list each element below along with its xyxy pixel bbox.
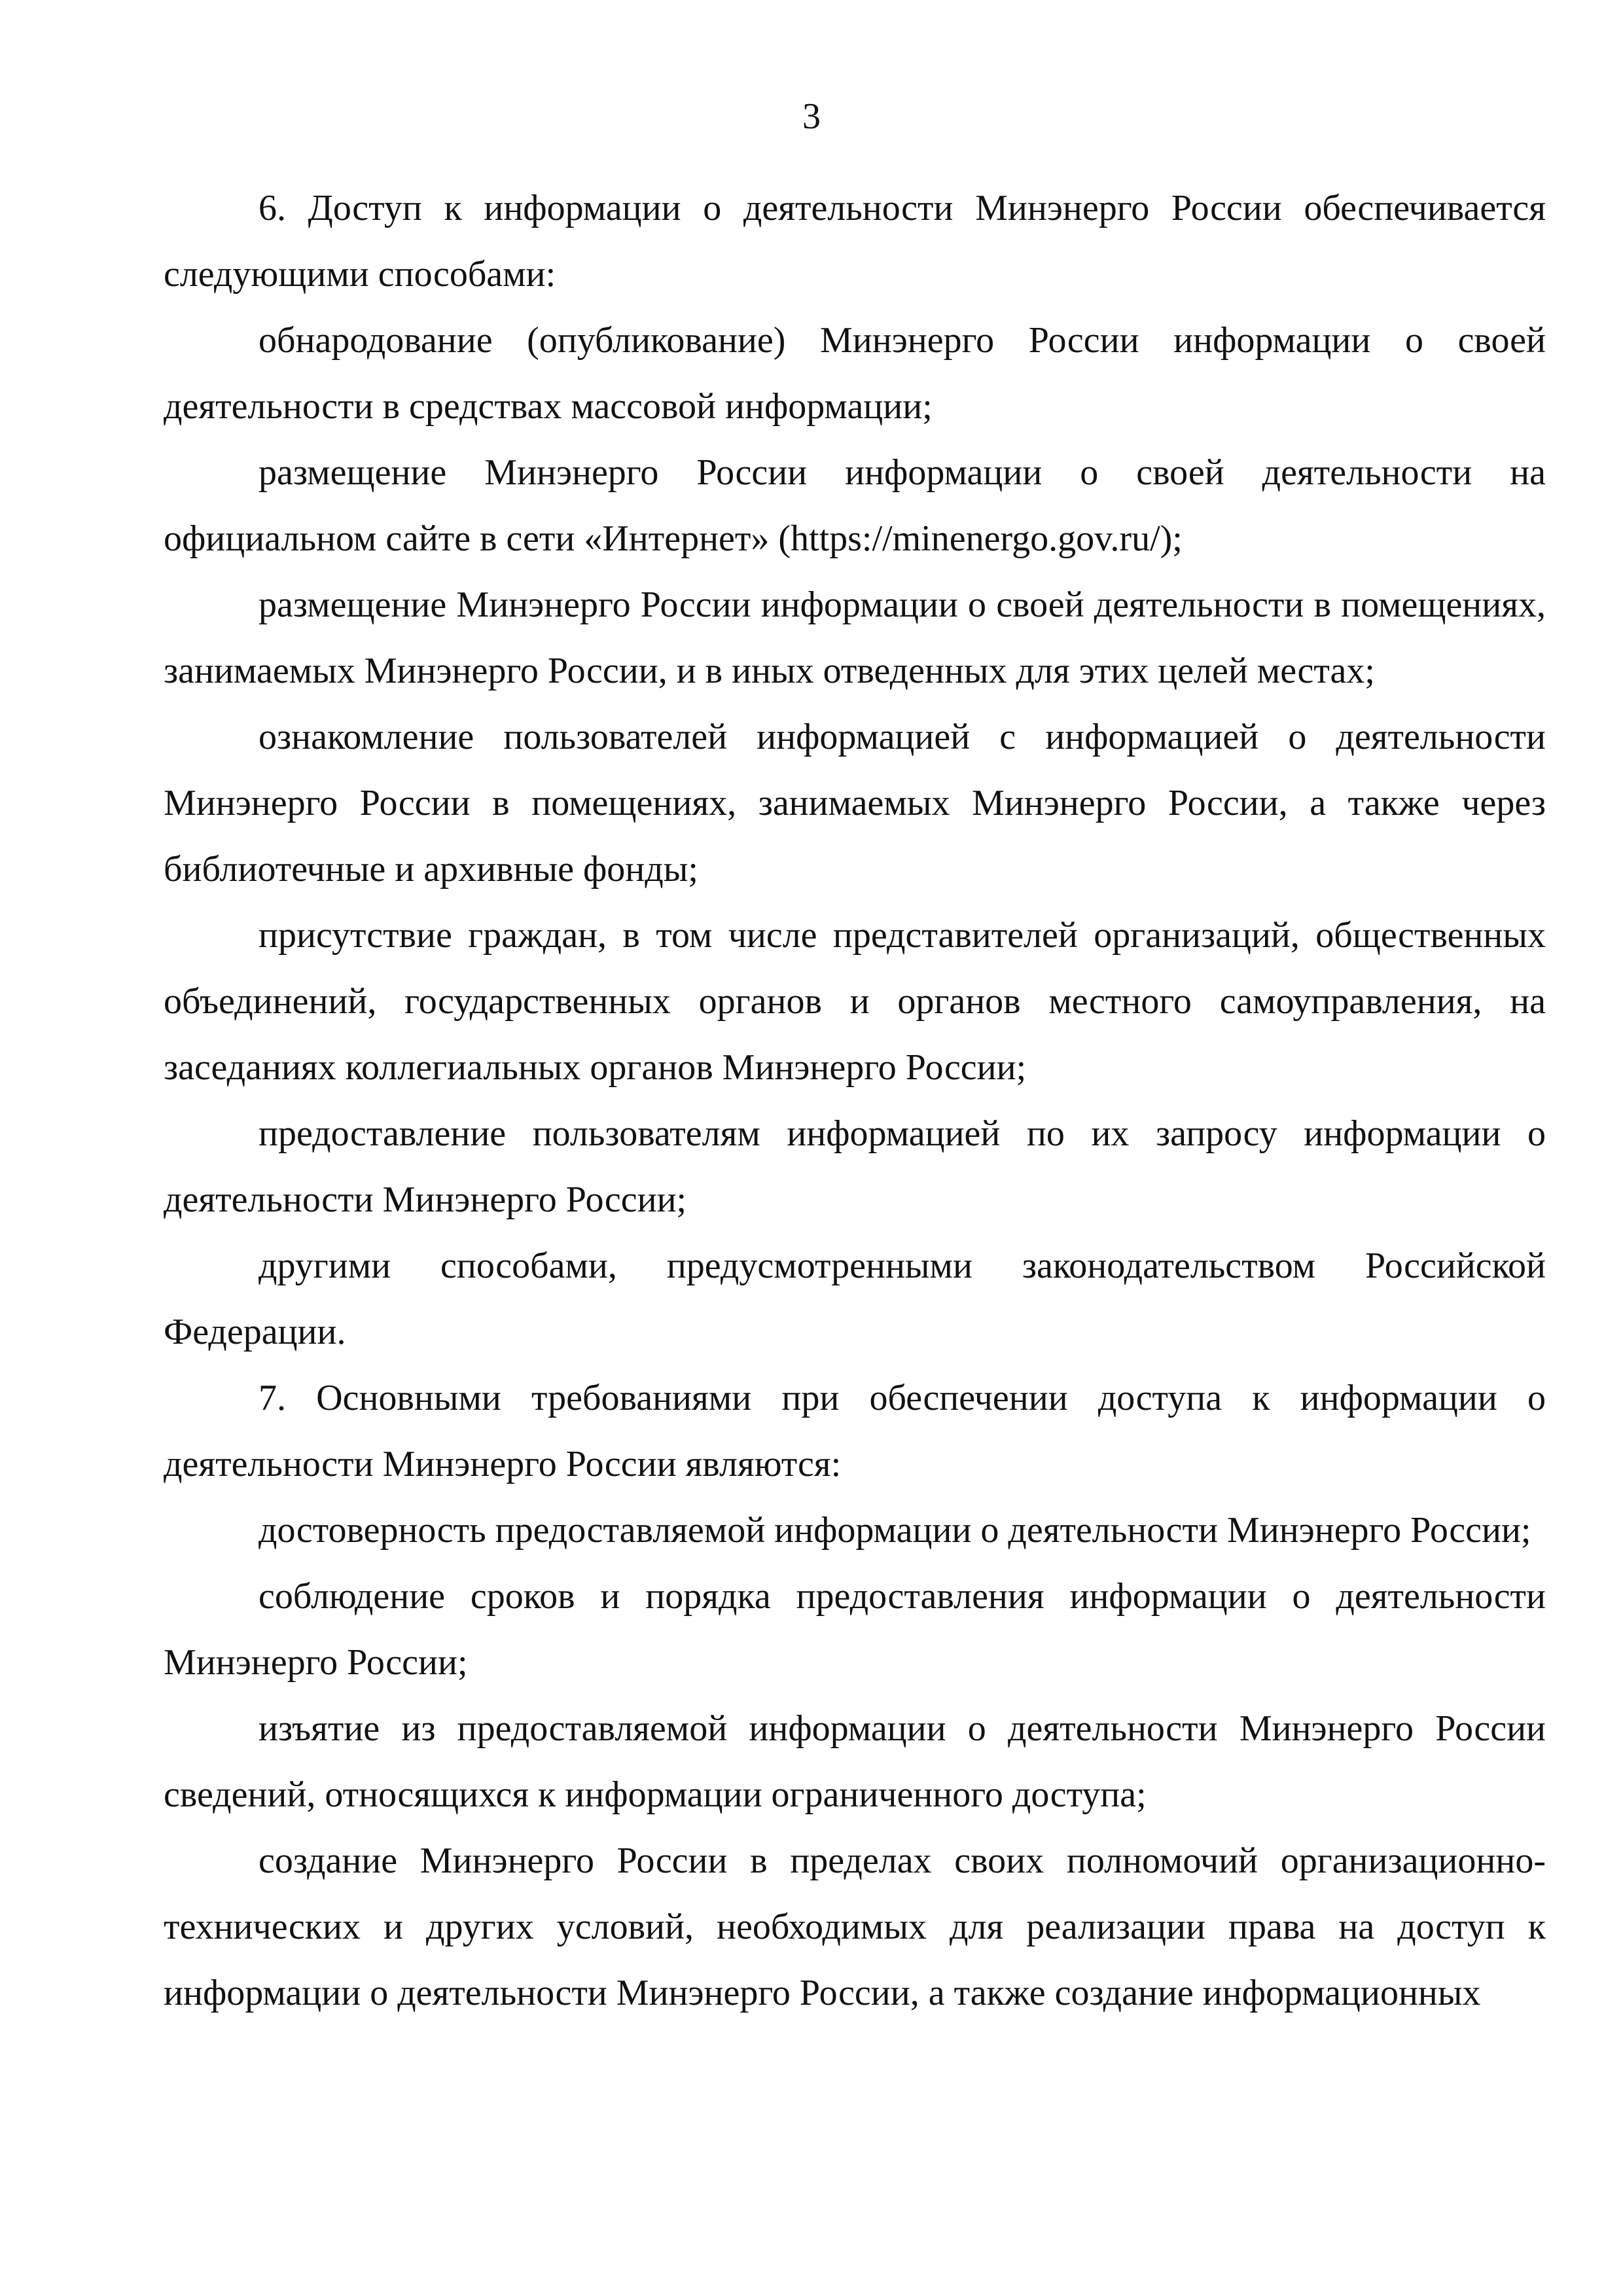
list-item-familiarization: ознакомление пользователей информацией с информацией о деятельности Минэнерго России в помещениях, занимаемых Минэнерго России, а также через библиотечные и архивные фонды; — [164, 717, 1546, 889]
list-item-premises: размещение Минэнерго России информации о своей деятельности в помещениях, занимаемых Минэнерго России, и в иных отведенных для этих целей местах; — [164, 584, 1546, 691]
page-number: 3 — [802, 96, 821, 137]
list-item-other-methods: другими способами, предусмотренными законодательством Российской Федерации. — [164, 1246, 1546, 1352]
list-item-website: размещение Минэнерго России информации о своей деятельности на официальном сайте в сети «Интернет» (https://minenergo.gov.ru/); — [164, 452, 1546, 559]
requirement-restricted-info: изъятие из предоставляемой информации о деятельности Минэнерго России сведений, относящихся к информации ограниченного доступа; — [164, 1708, 1546, 1815]
requirement-reliability: достоверность предоставляемой информации о деятельности Минэнерго России; — [259, 1510, 1531, 1551]
paragraph-7-intro: 7. Основными требованиями при обеспечении доступа к информации о деятельности Минэнерго России являются: — [164, 1378, 1546, 1484]
paragraph-6-intro: 6. Доступ к информации о деятельности Минэнерго России обеспечивается следующими способами: — [164, 188, 1546, 295]
document-body — [164, 175, 1546, 2026]
requirement-deadlines: соблюдение сроков и порядка предоставления информации о деятельности Минэнерго России; — [164, 1576, 1546, 1683]
list-item-media: обнародование (опубликование) Минэнерго России информации о своей деятельности в средствах массовой информации; — [164, 320, 1546, 427]
requirement-conditions: создание Минэнерго России в пределах своих полномочий организационно-технических и других условий, необходимых для реализации права на доступ к информации о деятельности Минэнерго России, а также создание информационных — [164, 1840, 1546, 2013]
list-item-request: предоставление пользователям информацией по их запросу информации о деятельности Минэнерго России; — [164, 1113, 1546, 1220]
list-item-presence: присутствие граждан, в том числе представителей организаций, общественных объединений, государственных органов и органов местного самоуправления, на заседаниях коллегиальных органов Минэнерго России; — [164, 915, 1546, 1088]
